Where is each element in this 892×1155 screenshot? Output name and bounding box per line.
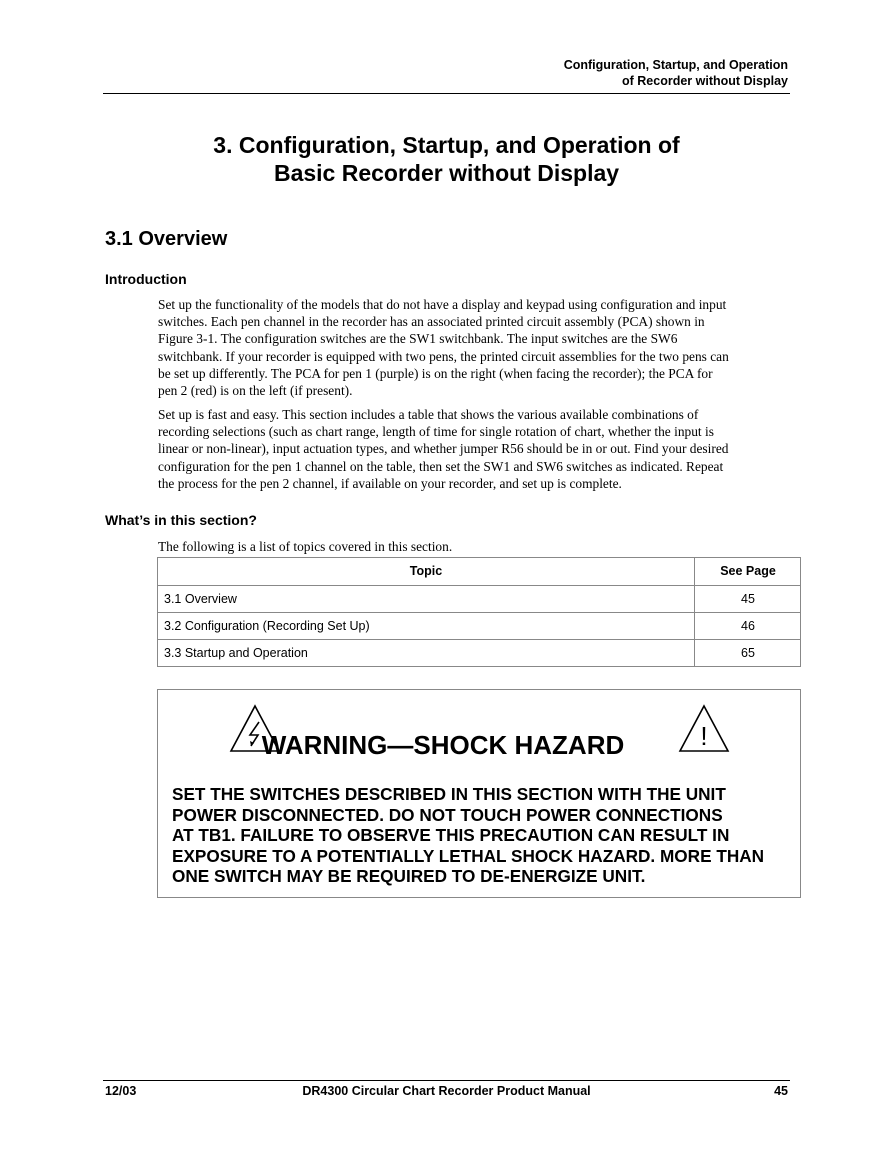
whats-in-section-heading: What’s in this section? — [105, 512, 257, 528]
paragraph-line: be set up differently. The PCA for pen 1 (purple) is on the right (when facing the recorder); the PCA for — [158, 365, 713, 381]
paragraph-line: configuration for the pen 1 channel on the table, then set the SW1 and SW6 switches as indicated. Repeat — [158, 458, 724, 474]
table-header-topic: Topic — [158, 558, 695, 585]
running-header-line-1: Configuration, Startup, and Operation — [563, 58, 788, 72]
warning-text-line: SET THE SWITCHES DESCRIBED IN THIS SECTION WITH THE UNIT — [172, 784, 726, 804]
paragraph-line: Figure 3-1. The configuration switches are the SW1 switchbank. The input switches are the SW6 — [158, 331, 678, 347]
chapter-title-line-1: 3. Configuration, Startup, and Operation of — [213, 132, 680, 158]
paragraph-line: switchbank. If your recorder is equipped with two pens, the printed circuit assemblies for the two pens can — [158, 348, 729, 364]
topics-intro-text: The following is a list of topics covered in this section. — [158, 539, 453, 554]
footer-date: 12/03 — [105, 1084, 137, 1098]
caution-icon — [678, 704, 730, 754]
table-row — [158, 639, 800, 667]
running-header-line-2: of Recorder without Display — [622, 74, 788, 88]
table-cell-topic: 3.1 Overview — [158, 586, 695, 613]
footer-page-number: 45 — [774, 1084, 788, 1098]
paragraph-line: recording selections (such as chart range, length of time for single rotation of chart, whether the input is — [158, 424, 714, 440]
warning-title-text: WARNING—SHOCK HAZARD — [261, 730, 625, 760]
chapter-title-line-2: Basic Recorder without Display — [273, 160, 620, 186]
warning-title — [0, 728, 892, 762]
table-header-page: See Page — [720, 564, 776, 578]
caution-symbol: ! — [700, 721, 708, 751]
table-row — [158, 585, 800, 613]
topics-table — [157, 557, 801, 667]
paragraph-line: linear or non-linear), input actuation types, and whether jumper R56 should be in or out. Find your desired — [158, 441, 729, 457]
paragraph-line: the process for the pen 2 channel, if available on your recorder, and set up is complete. — [158, 475, 622, 491]
paragraph-line: Set up the functionality of the models that do not have a display and keypad using configuration and input — [158, 297, 727, 312]
warning-text-line: ONE SWITCH MAY BE REQUIRED TO DE-ENERGIZE UNIT. — [172, 866, 646, 887]
table-row — [158, 612, 800, 640]
table-cell-page: 46 — [741, 619, 755, 633]
paragraph-line: switches. Each pen channel in the recorder has an associated printed circuit assembly (PCA) shown in — [158, 314, 705, 330]
table-cell-page: 45 — [741, 592, 755, 606]
section-heading: 3.1 Overview — [105, 228, 228, 250]
table-cell-topic: 3.2 Configuration (Recording Set Up) — [158, 613, 695, 640]
table-header-row — [158, 558, 800, 585]
table-cell-page: 65 — [741, 646, 755, 660]
introduction-paragraph-2 — [158, 406, 798, 492]
footer-title: DR4300 Circular Chart Recorder Product Manual — [302, 1084, 591, 1098]
header-rule — [103, 93, 790, 94]
footer-rule — [103, 1080, 790, 1081]
introduction-heading: Introduction — [105, 271, 187, 287]
warning-text-line: POWER DISCONNECTED. DO NOT TOUCH POWER CONNECTIONS — [172, 804, 723, 825]
paragraph-line: Set up is fast and easy. This section includes a table that shows the various available combinations of — [158, 407, 699, 422]
chapter-title — [103, 131, 790, 187]
paragraph-line: pen 2 (red) is on the left (if present). — [158, 383, 353, 399]
introduction-paragraph-1 — [158, 296, 798, 399]
warning-text-line: AT TB1. FAILURE TO OBSERVE THIS PRECAUTION CAN RESULT IN — [172, 825, 730, 846]
warning-text — [172, 784, 792, 887]
table-cell-topic: 3.3 Startup and Operation — [158, 640, 695, 667]
warning-text-line: EXPOSURE TO A POTENTIALLY LETHAL SHOCK HAZARD. MORE THAN — [172, 845, 765, 866]
running-header — [490, 57, 788, 89]
